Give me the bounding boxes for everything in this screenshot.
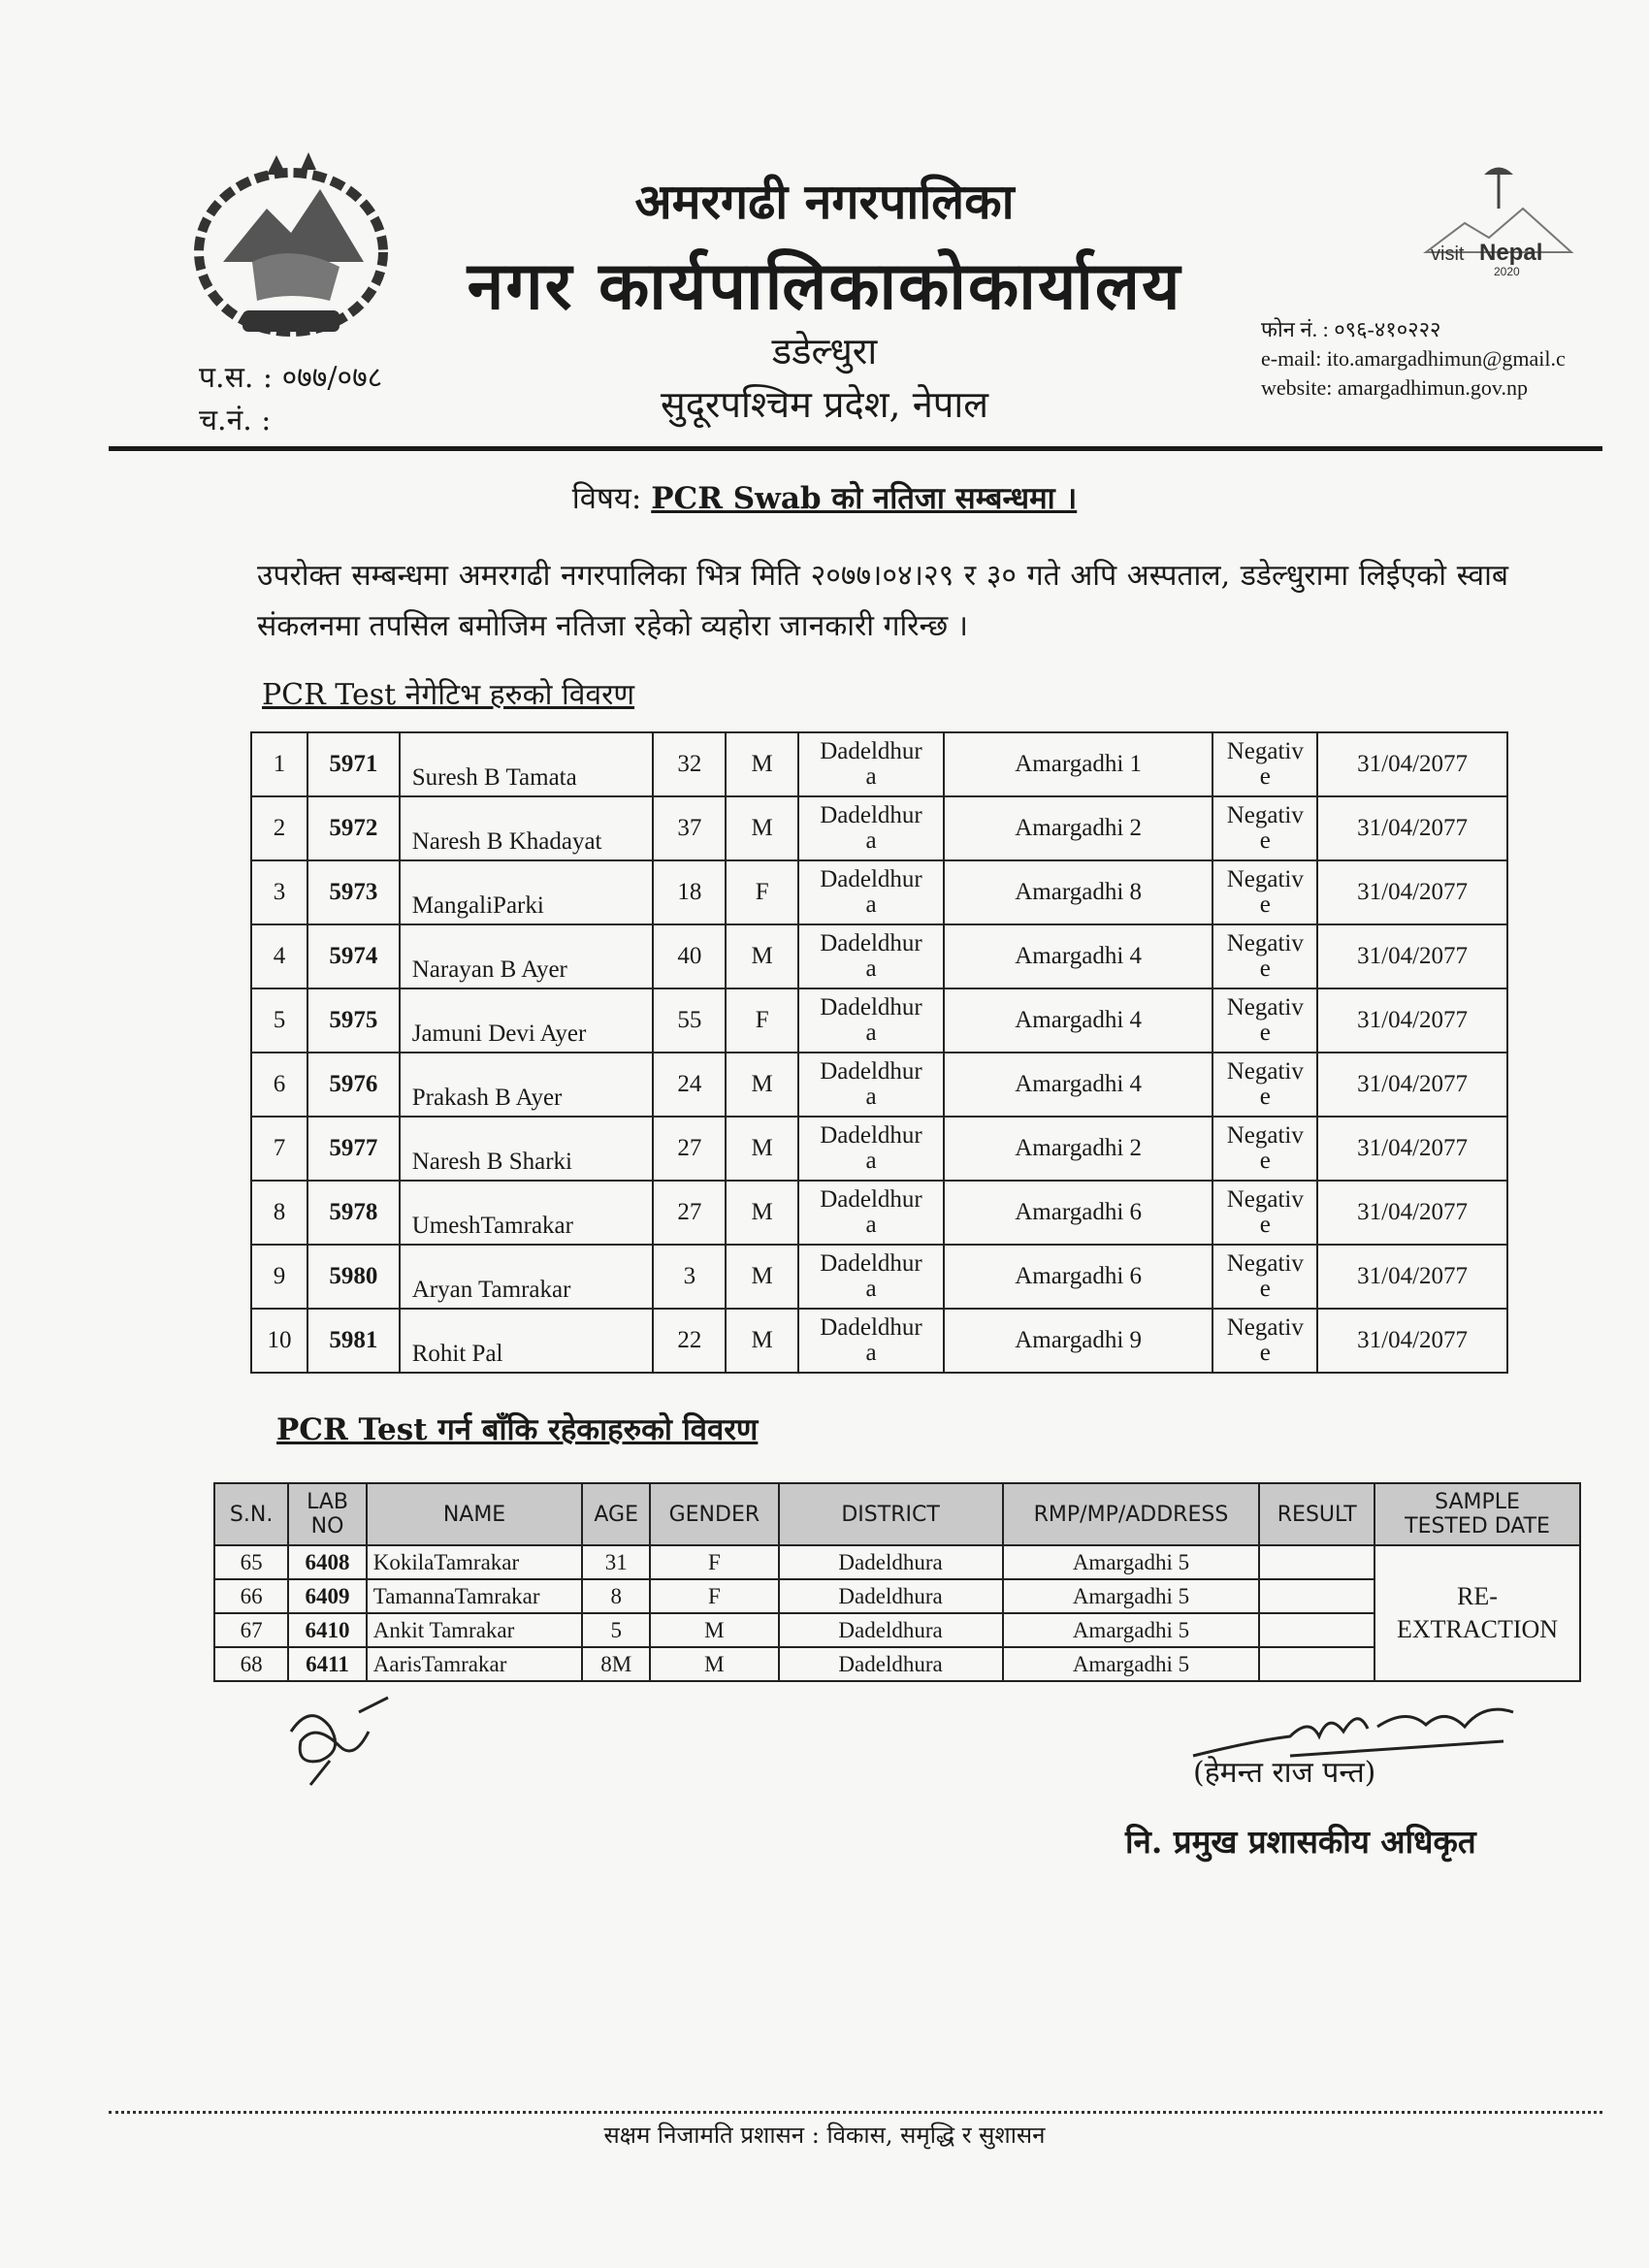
signer-designation: नि. प्रमुख प्रशासकीय अधिकृत — [1125, 1823, 1476, 1861]
cell-age: 8 — [582, 1579, 650, 1613]
table-row — [251, 1117, 1507, 1181]
cell-sn: 3 — [251, 860, 307, 924]
col-lab: LAB NO — [288, 1483, 367, 1545]
cell-result: Negativ e — [1212, 1053, 1317, 1117]
cell-gender: F — [650, 1545, 778, 1579]
cell-result: Negativ e — [1212, 924, 1317, 988]
cell-gender: M — [726, 796, 798, 860]
cell-gender: M — [726, 1117, 798, 1181]
cell-address: Amargadhi 4 — [944, 988, 1212, 1053]
cell-gender: M — [650, 1613, 778, 1647]
cell-lab-no: 6409 — [288, 1579, 367, 1613]
cell-district: Dadeldhur a — [798, 732, 944, 796]
cell-address: Amargadhi 9 — [944, 1309, 1212, 1373]
cell-lab-no: 6408 — [288, 1545, 367, 1579]
cell-sn: 7 — [251, 1117, 307, 1181]
cell-district: Dadeldhura — [779, 1613, 1003, 1647]
cell-result: Negativ e — [1212, 1117, 1317, 1181]
cell-address: Amargadhi 2 — [944, 796, 1212, 860]
cell-name: AarisTamrakar — [367, 1647, 582, 1681]
cell-address: Amargadhi 1 — [944, 732, 1212, 796]
svg-text:2020: 2020 — [1494, 265, 1520, 278]
cell-result: Negativ e — [1212, 796, 1317, 860]
subject-prefix: विषय: — [571, 481, 642, 516]
cell-age: 18 — [653, 860, 726, 924]
cell-result: Negativ e — [1212, 732, 1317, 796]
cell-date: 31/04/2077 — [1317, 860, 1507, 924]
office-name: नगर कार्यपालिकाकोकार्यालय — [467, 247, 1182, 325]
cell-date: 31/04/2077 — [1317, 1053, 1507, 1117]
cell-result: Negativ e — [1212, 1245, 1317, 1309]
cell-lab-no: 5972 — [307, 796, 400, 860]
header-divider — [109, 446, 1602, 451]
table-row — [251, 1309, 1507, 1373]
pending-results-table — [213, 1482, 1581, 1682]
cell-district: Dadeldhur a — [798, 1309, 944, 1373]
cell-address: Amargadhi 4 — [944, 1053, 1212, 1117]
cell-date: 31/04/2077 — [1317, 732, 1507, 796]
cell-gender: M — [726, 732, 798, 796]
cell-sn: 65 — [214, 1545, 288, 1579]
cell-lab-no: 5981 — [307, 1309, 400, 1373]
cell-result: Negativ e — [1212, 1181, 1317, 1245]
cell-address: Amargadhi 2 — [944, 1117, 1212, 1181]
cell-age: 3 — [653, 1245, 726, 1309]
negative-results-table — [250, 731, 1508, 1374]
cell-result — [1259, 1613, 1374, 1647]
cell-address: Amargadhi 4 — [944, 924, 1212, 988]
pending-section-title: PCR Test गर्न बाँकि रहेकाहरुको विवरण — [276, 1412, 759, 1447]
cell-name: MangaliParki — [400, 860, 654, 924]
cell-result — [1259, 1647, 1374, 1681]
cell-age: 24 — [653, 1053, 726, 1117]
left-signature — [272, 1693, 398, 1790]
cell-name: Naresh B Khadayat — [400, 796, 654, 860]
cell-gender: F — [726, 988, 798, 1053]
cell-age: 32 — [653, 732, 726, 796]
cell-district: Dadeldhura — [779, 1579, 1003, 1613]
cell-date: 31/04/2077 — [1317, 1181, 1507, 1245]
cell-result — [1259, 1545, 1374, 1579]
cell-district: Dadeldhura — [779, 1545, 1003, 1579]
cell-name: Rohit Pal — [400, 1309, 654, 1373]
cell-gender: M — [726, 1181, 798, 1245]
col-sample-date: SAMPLE TESTED DATE — [1374, 1483, 1580, 1545]
cell-address: Amargadhi 5 — [1003, 1579, 1260, 1613]
cell-result: Negativ e — [1212, 988, 1317, 1053]
cell-sn: 68 — [214, 1647, 288, 1681]
email-line: e-mail: ito.amargadhimun@gmail.c — [1261, 346, 1566, 371]
cell-name: KokilaTamrakar — [367, 1545, 582, 1579]
cell-name: Ankit Tamrakar — [367, 1613, 582, 1647]
cell-address: Amargadhi 6 — [944, 1245, 1212, 1309]
cell-date: 31/04/2077 — [1317, 1245, 1507, 1309]
table-row — [251, 1181, 1507, 1245]
cell-lab-no: 5971 — [307, 732, 400, 796]
cell-district: Dadeldhur a — [798, 1245, 944, 1309]
col-district: DISTRICT — [779, 1483, 1003, 1545]
cell-age: 40 — [653, 924, 726, 988]
cell-date: 31/04/2077 — [1317, 796, 1507, 860]
col-sn: S.N. — [214, 1483, 288, 1545]
col-address: RMP/MP/ADDRESS — [1003, 1483, 1260, 1545]
cell-lab-no: 5976 — [307, 1053, 400, 1117]
cell-district: Dadeldhur a — [798, 988, 944, 1053]
cell-sn: 1 — [251, 732, 307, 796]
cell-lab-no: 6410 — [288, 1613, 367, 1647]
phone-line: फोन नं. : ०९६-४१०२२२ — [1261, 317, 1441, 341]
table-row — [251, 924, 1507, 988]
cell-gender: M — [726, 1309, 798, 1373]
cell-address: Amargadhi 6 — [944, 1181, 1212, 1245]
cell-date: 31/04/2077 — [1317, 1309, 1507, 1373]
table-row — [251, 860, 1507, 924]
cell-sn: 2 — [251, 796, 307, 860]
cell-name: Suresh B Tamata — [400, 732, 654, 796]
cell-district: Dadeldhur a — [798, 796, 944, 860]
cell-age: 5 — [582, 1613, 650, 1647]
cell-gender: M — [726, 1053, 798, 1117]
cell-age: 37 — [653, 796, 726, 860]
svg-text:Nepal: Nepal — [1479, 240, 1543, 266]
cell-age: 22 — [653, 1309, 726, 1373]
col-gender: GENDER — [650, 1483, 778, 1545]
cell-sn: 10 — [251, 1309, 307, 1373]
cell-sn: 5 — [251, 988, 307, 1053]
cell-name: TamannaTamrakar — [367, 1579, 582, 1613]
cell-result — [1259, 1579, 1374, 1613]
province-name: सुदूरपश्चिम प्रदेश, नेपाल — [661, 383, 988, 426]
cell-address: Amargadhi 5 — [1003, 1647, 1260, 1681]
col-name: NAME — [367, 1483, 582, 1545]
cell-lab-no: 5975 — [307, 988, 400, 1053]
cell-age: 8M — [582, 1647, 650, 1681]
cell-lab-no: 5978 — [307, 1181, 400, 1245]
cell-lab-no: 6411 — [288, 1647, 367, 1681]
cell-district: Dadeldhur a — [798, 860, 944, 924]
reference-block — [199, 357, 382, 442]
cell-address: Amargadhi 5 — [1003, 1545, 1260, 1579]
signer-name: (हेमन्त राज पन्त) — [1193, 1756, 1376, 1790]
cell-result: Negativ e — [1212, 1309, 1317, 1373]
cell-age: 27 — [653, 1117, 726, 1181]
cell-date: 31/04/2077 — [1317, 988, 1507, 1053]
svg-text:visit: visit — [1431, 243, 1465, 265]
cell-gender: M — [726, 924, 798, 988]
table-row — [251, 1053, 1507, 1117]
cell-gender: F — [726, 860, 798, 924]
table-row — [214, 1545, 1580, 1579]
table-row — [251, 1245, 1507, 1309]
cell-result: Negativ e — [1212, 860, 1317, 924]
table-row — [251, 732, 1507, 796]
cell-sn: 67 — [214, 1613, 288, 1647]
col-result: RESULT — [1259, 1483, 1374, 1545]
cell-district: Dadeldhura — [779, 1647, 1003, 1681]
cell-date: 31/04/2077 — [1317, 1117, 1507, 1181]
cell-sn: 9 — [251, 1245, 307, 1309]
negative-section-title: PCR Test नेगेटिभ हरुको विवरण — [262, 678, 635, 712]
cell-age: 31 — [582, 1545, 650, 1579]
dispatch-number-line: च.नं. : — [199, 404, 272, 437]
cell-name: Aryan Tamrakar — [400, 1245, 654, 1309]
cell-gender: M — [726, 1245, 798, 1309]
cell-name: UmeshTamrakar — [400, 1181, 654, 1245]
cell-date: 31/04/2077 — [1317, 924, 1507, 988]
subject-line — [0, 477, 1649, 518]
cell-lab-no: 5974 — [307, 924, 400, 988]
district-name: डडेल्धुरा — [771, 330, 878, 373]
table-row — [251, 988, 1507, 1053]
cell-lab-no: 5980 — [307, 1245, 400, 1309]
cell-sn: 6 — [251, 1053, 307, 1117]
cell-district: Dadeldhur a — [798, 1053, 944, 1117]
fiscal-year-line: प.स. : ०७७/०७८ — [199, 361, 383, 395]
cell-gender: M — [650, 1647, 778, 1681]
municipality-name: अमरगढी नगरपालिका — [634, 173, 1015, 230]
cell-lab-no: 5973 — [307, 860, 400, 924]
cell-address: Amargadhi 8 — [944, 860, 1212, 924]
subject-text: PCR Swab को नतिजा सम्बन्धमा । — [651, 481, 1078, 516]
cell-age: 27 — [653, 1181, 726, 1245]
cell-district: Dadeldhur a — [798, 1181, 944, 1245]
cell-sn: 66 — [214, 1579, 288, 1613]
body-paragraph: उपरोक्त सम्बन्धमा अमरगढी नगरपालिका भित्र मिति २०७७।०४।२९ र ३० गते अपि अस्पताल, डडेल्धुरामा लिईएको स्वाब संकलनमा तपसिल बमोजिम नतिजा रहेको व्यहोरा जानकारी गरिन्छ । — [257, 559, 1508, 643]
footer-divider — [109, 2111, 1602, 2114]
table-row — [251, 796, 1507, 860]
cell-age: 55 — [653, 988, 726, 1053]
cell-name: Jamuni Devi Ayer — [400, 988, 654, 1053]
cell-sn: 4 — [251, 924, 307, 988]
cell-district: Dadeldhur a — [798, 924, 944, 988]
cell-name: Naresh B Sharki — [400, 1117, 654, 1181]
cell-sn: 8 — [251, 1181, 307, 1245]
cell-gender: F — [650, 1579, 778, 1613]
col-age: AGE — [582, 1483, 650, 1545]
table-header-row — [214, 1483, 1580, 1545]
footer-motto: सक्षम निजामति प्रशासन : विकास, समृद्धि र सुशासन — [603, 2122, 1046, 2149]
cell-name: Prakash B Ayer — [400, 1053, 654, 1117]
website-line: website: amargadhimun.gov.np — [1261, 375, 1528, 400]
cell-sample-date: RE- EXTRACTION — [1374, 1545, 1580, 1681]
contact-block — [1261, 315, 1566, 403]
cell-lab-no: 5977 — [307, 1117, 400, 1181]
cell-district: Dadeldhur a — [798, 1117, 944, 1181]
cell-address: Amargadhi 5 — [1003, 1613, 1260, 1647]
cell-name: Narayan B Ayer — [400, 924, 654, 988]
